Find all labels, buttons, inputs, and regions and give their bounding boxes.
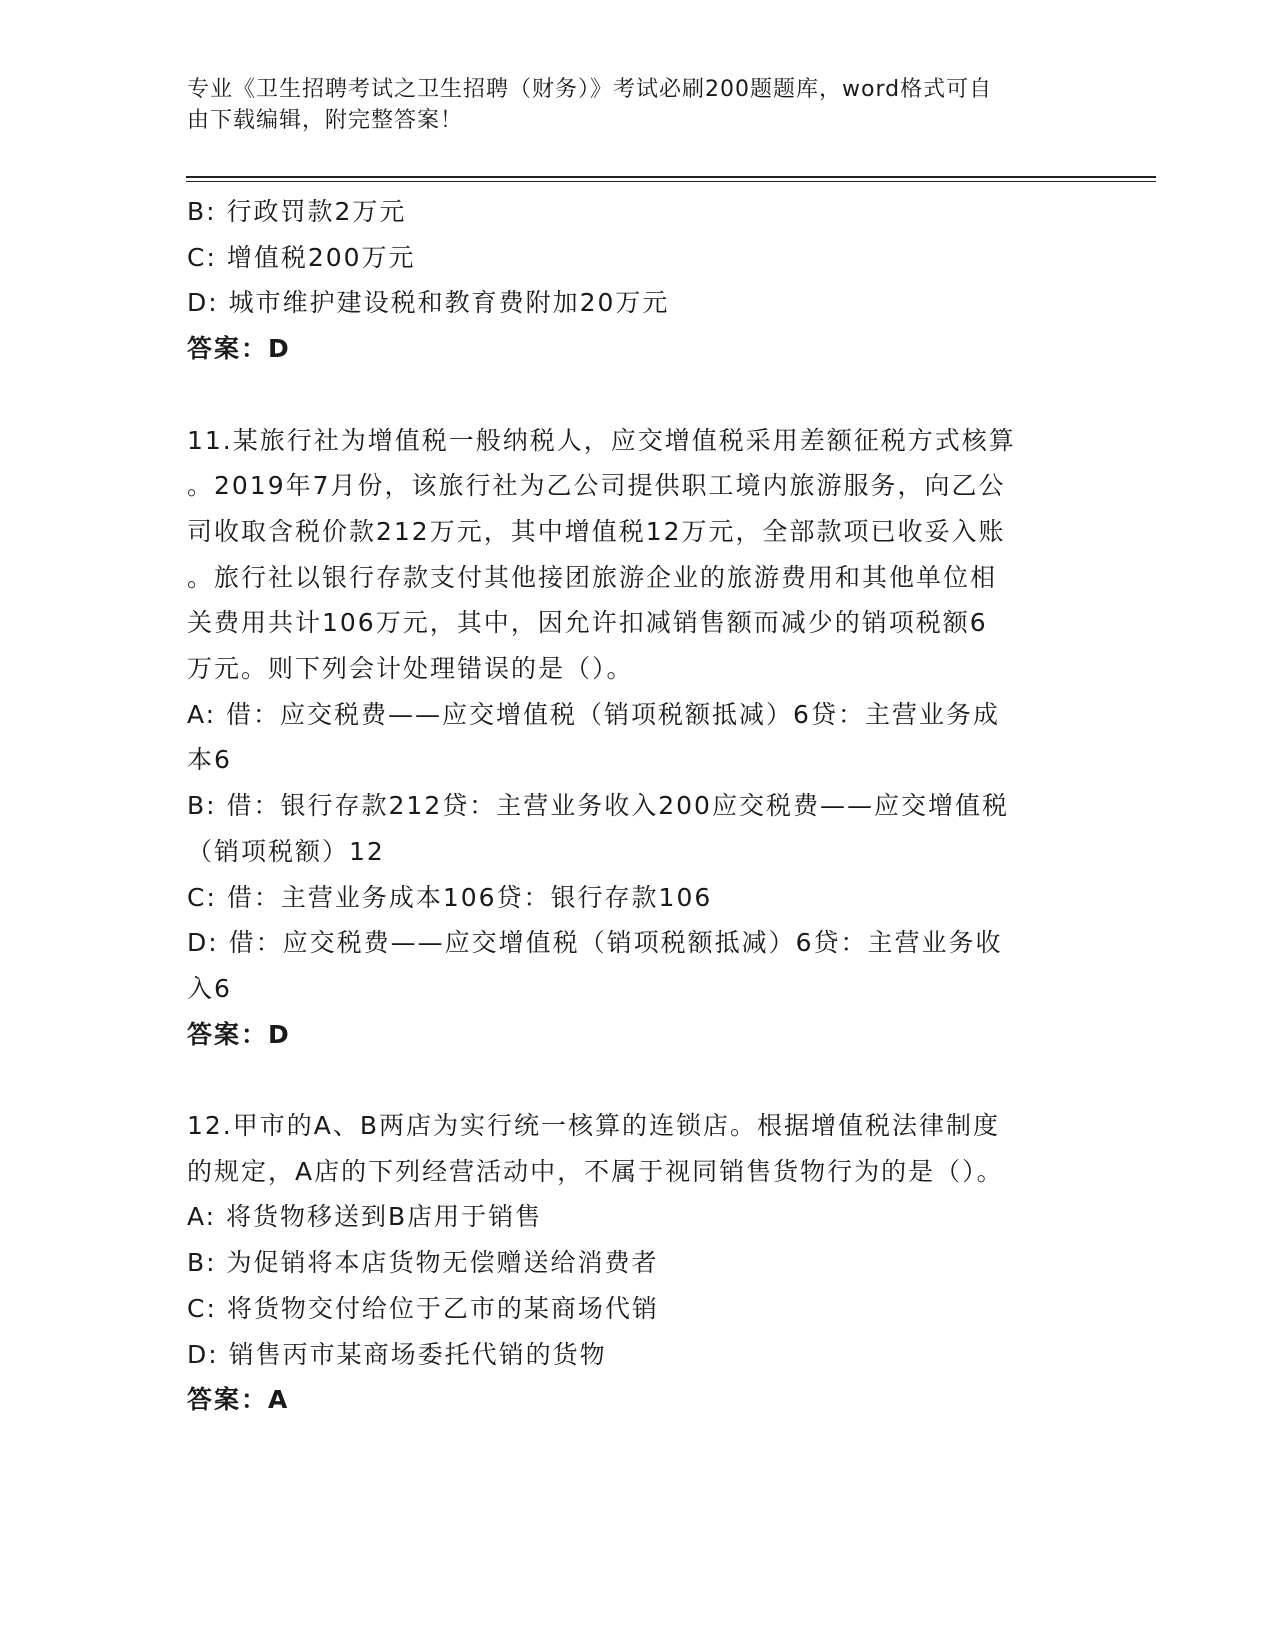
q12-option-c: C: 将货物交付给位于乙市的某商场代销 bbox=[187, 1293, 659, 1323]
header-rule-thin bbox=[186, 181, 1156, 182]
q12-stem-line: 12.甲市的A、B两店为实行统一核算的连锁店。根据增值税法律制度 bbox=[187, 1111, 1001, 1141]
q10-option-b: B: 行政罚款2万元 bbox=[187, 197, 407, 226]
q11-option-a-cont: 本6 bbox=[187, 745, 232, 775]
q11-option-b: B: 借：银行存款212贷：主营业务收入200应交税费——应交增值税 bbox=[187, 791, 1009, 821]
q11-option-c: C: 借：主营业务成本106贷：银行存款106 bbox=[187, 882, 713, 912]
header-line-2: 由下载编辑，附完整答案！ bbox=[187, 108, 464, 133]
header-line-1: 专业《卫生招聘考试之卫生招聘（财务）》考试必刷200题题库，word格式可自 bbox=[187, 77, 993, 102]
header-rule-thick bbox=[186, 176, 1156, 178]
q12-option-a: A: 将货物移送到B店用于销售 bbox=[187, 1202, 543, 1232]
document-body bbox=[187, 189, 1077, 1423]
question-10-tail bbox=[187, 189, 1077, 372]
document-header bbox=[187, 74, 1067, 136]
spacer bbox=[187, 1057, 1077, 1103]
q11-stem-line: 。旅行社以银行存款支付其他接团旅游企业的旅游费用和其他单位相 bbox=[187, 562, 998, 592]
q10-answer: 答案：D bbox=[187, 334, 291, 364]
q12-option-b: B: 为促销将本店货物无偿赠送给消费者 bbox=[187, 1248, 659, 1278]
q11-stem-line: 司收取含税价款212万元，其中增值税12万元，全部款项已收妥入账 bbox=[187, 516, 1006, 546]
q10-option-c: C: 增值税200万元 bbox=[187, 242, 416, 272]
question-11 bbox=[187, 418, 1077, 1058]
q11-answer: 答案：D bbox=[187, 1019, 291, 1049]
q11-stem-line: 关费用共计106万元，其中，因允许扣减销售额而减少的销项税额6 bbox=[187, 608, 988, 638]
q12-answer: 答案：A bbox=[187, 1385, 290, 1415]
q11-option-a: A: 借：应交税费——应交增值税（销项税额抵减）6贷：主营业务成 bbox=[187, 699, 1000, 729]
q11-option-d: D: 借：应交税费——应交增值税（销项税额抵减）6贷：主营业务收 bbox=[187, 928, 1003, 958]
q11-stem-line: 11.某旅行社为增值税一般纳税人，应交增值税采用差额征税方式核算 bbox=[187, 425, 1016, 455]
q12-option-d: D: 销售丙市某商场委托代销的货物 bbox=[187, 1339, 607, 1369]
q12-stem-line: 的规定，A店的下列经营活动中，不属于视同销售货物行为的是（）。 bbox=[187, 1156, 1004, 1186]
question-12 bbox=[187, 1103, 1077, 1423]
q11-stem-line: 。2019年7月份，该旅行社为乙公司提供职工境内旅游服务，向乙公 bbox=[187, 471, 1006, 501]
q11-stem-line: 万元。则下列会计处理错误的是（）。 bbox=[187, 654, 634, 684]
q11-option-d-cont: 入6 bbox=[187, 973, 232, 1003]
spacer bbox=[187, 372, 1077, 418]
q11-option-b-cont: （销项税额）12 bbox=[187, 836, 385, 866]
q10-option-d: D: 城市维护建设税和教育费附加20万元 bbox=[187, 288, 670, 318]
